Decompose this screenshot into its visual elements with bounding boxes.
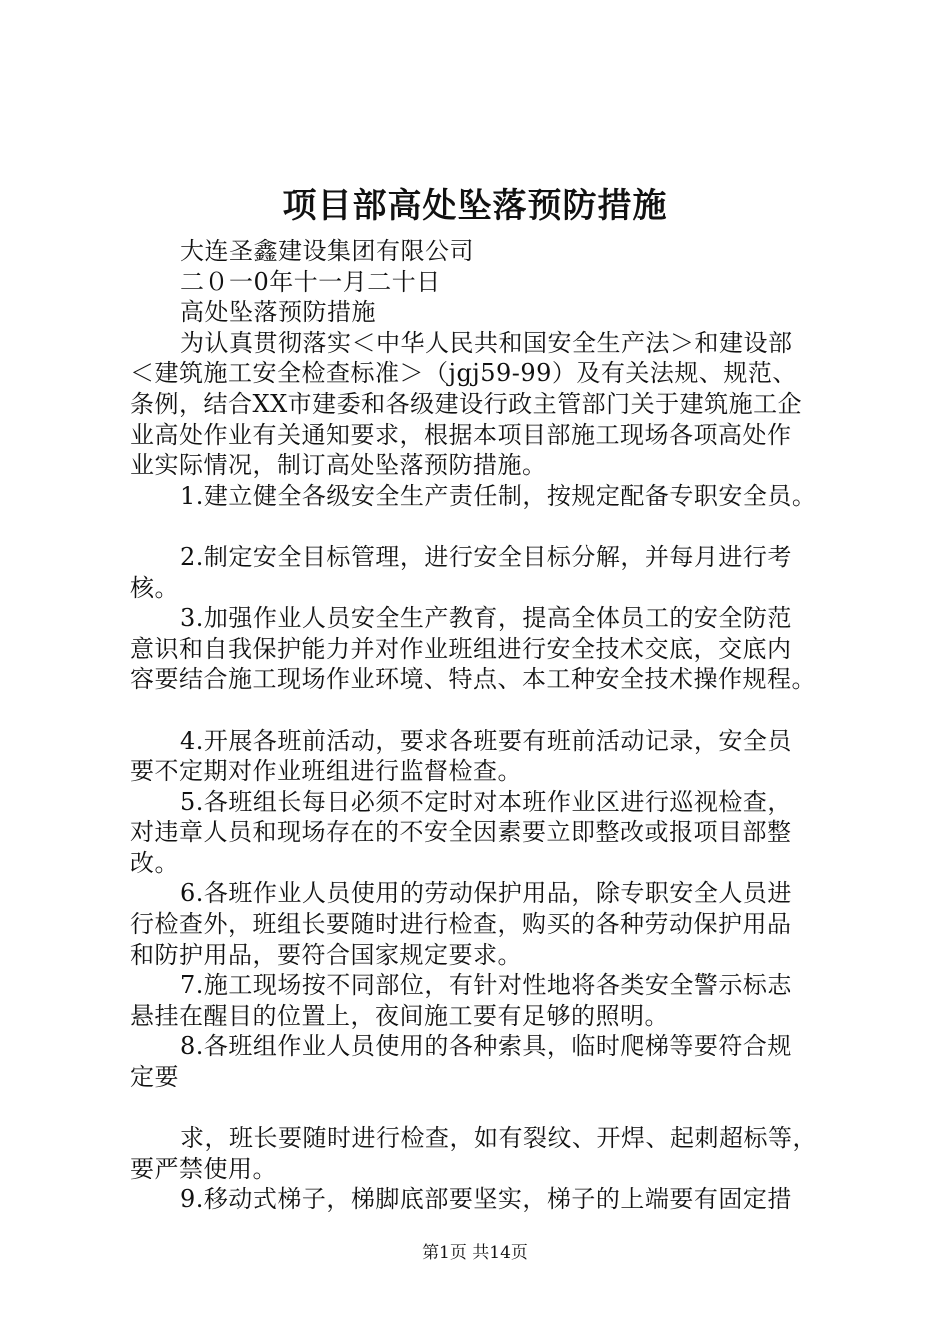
item-3-line: 意识和自我保护能力并对作业班组进行安全技术交底，交底内 <box>130 634 792 663</box>
item-5-line: 对违章人员和现场存在的不安全因素要立即整改或报项目部整 <box>130 818 792 847</box>
item-5-line: 改。 <box>130 848 179 877</box>
page-footer: 第1页 共14页 <box>422 1243 528 1263</box>
document-body <box>130 236 842 1215</box>
intro-line: 条例，结合XX市建委和各级建设行政主管部门关于建筑施工企 <box>130 389 803 418</box>
item-4-line: 4.开展各班前活动，要求各班要有班前活动记录，安全员 <box>180 726 792 755</box>
item-8-line: 求，班长要随时进行检查，如有裂纹、开焊、起刺超标等， <box>180 1124 817 1153</box>
blank-line <box>130 511 842 542</box>
item-7-line: 悬挂在醒目的位置上，夜间施工要有足够的照明。 <box>130 1001 669 1030</box>
company-name: 大连圣鑫建设集团有限公司 <box>180 237 474 265</box>
blank-line <box>130 1093 842 1124</box>
item-2-line: 核。 <box>130 573 179 602</box>
document-date: 二０一0年十一月二十日 <box>180 267 441 296</box>
item-5-line: 5.各班组长每日必须不定时对本班作业区进行巡视检查， <box>180 787 792 816</box>
item-7-line: 7.施工现场按不同部位，有针对性地将各类安全警示标志 <box>180 971 792 1000</box>
item-6-line: 行检查外，班组长要随时进行检查，购买的各种劳动保护用品 <box>130 910 792 939</box>
intro-line: 业实际情况，制订高处坠落预防措施。 <box>130 451 547 480</box>
item-9-line: 9.移动式梯子，梯脚底部要坚实，梯子的上端要有固定措 <box>180 1185 792 1214</box>
intro-line: 业高处作业有关通知要求，根据本项目部施工现场各项高处作 <box>130 420 792 449</box>
item-4-line: 要不定期对作业班组进行监督检查。 <box>130 757 522 786</box>
item-8-line: 要严禁使用。 <box>130 1154 277 1183</box>
document-title: 项目部高处坠落预防措施 <box>282 186 668 226</box>
intro-line: ＜建筑施工安全检查标准＞（jgj59-99）及有关法规、规范、 <box>130 359 797 388</box>
item-6-line: 和防护用品，要符合国家规定要求。 <box>130 940 522 969</box>
item-3-line: 3.加强作业人员安全生产教育，提高全体员工的安全防范 <box>180 604 792 633</box>
subtitle: 高处坠落预防措施 <box>180 298 376 327</box>
item-3-line: 容要结合施工现场作业环境、特点、本工种安全技术操作规程。 <box>130 665 816 694</box>
item-8-line: 8.各班组作业人员使用的各种索具，临时爬梯等要符合规 <box>180 1032 792 1061</box>
item-1-line: 1.建立健全各级安全生产责任制，按规定配备专职安全员。 <box>180 481 817 510</box>
blank-line <box>130 695 842 726</box>
intro-line: 为认真贯彻落实＜中华人民共和国安全生产法＞和建设部 <box>180 328 793 357</box>
item-8-line: 定要 <box>130 1063 179 1092</box>
item-2-line: 2.制定安全目标管理，进行安全目标分解，并每月进行考 <box>180 542 792 571</box>
item-6-line: 6.各班作业人员使用的劳动保护用品，除专职安全人员进 <box>180 879 792 908</box>
